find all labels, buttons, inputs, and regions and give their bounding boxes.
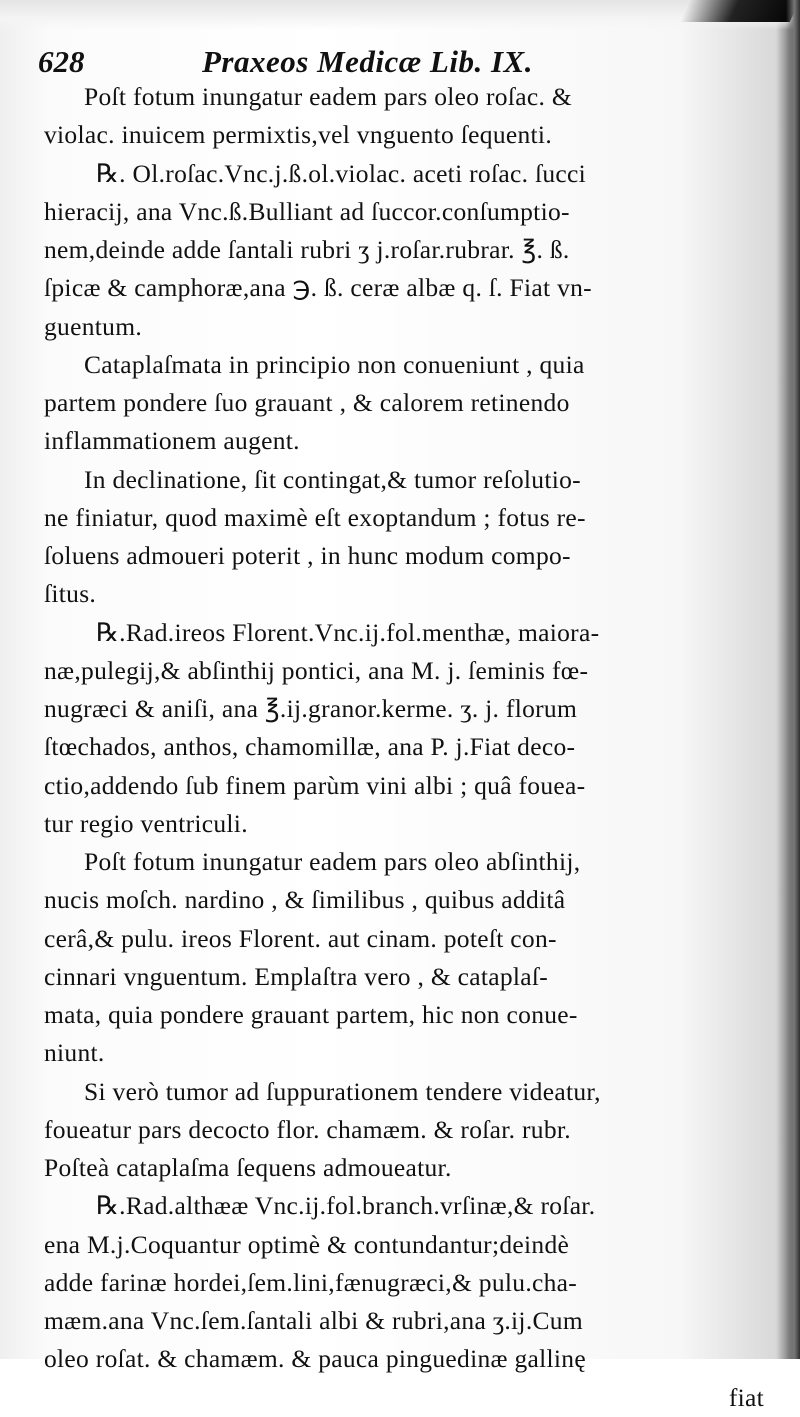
- text-line: cinnari vnguentum. Emplaſtra vero , & cataplaſ-: [44, 961, 549, 991]
- text-line: inflammationem augent.: [44, 426, 300, 456]
- text-line: guentum.: [44, 311, 143, 341]
- text-line: mata, quia pondere grauant partem, hic non conue-: [44, 1000, 578, 1029]
- text-line: ne finiatur, quod maximè eſt exoptandum ; fotus re-: [44, 502, 586, 532]
- running-title: Praxeos Medicæ Lib. IX.: [202, 44, 533, 79]
- text-line: tur regio ventriculi.: [44, 808, 248, 838]
- text-line: ſtœchados, anthos, chamomillæ, ana P. j.Fiat deco-: [44, 732, 576, 762]
- text-line: foueatur pars decocto flor. chamæm. & roſar. rubr.: [44, 1114, 571, 1144]
- text-line: violac. inuicem permixtis,vel vnguento ſequenti.: [44, 120, 552, 150]
- text-line: hieracij, ana Vnc.ß.Bulliant ad ſuccor.conſumptio-: [44, 196, 570, 226]
- text-line: ℞.Rad.althææ Vnc.ij.fol.branch.vrſinæ,& roſar.: [96, 1191, 596, 1221]
- text-line: niunt.: [44, 1038, 105, 1068]
- text-line: ℞. Ol.roſac.Vnc.j.ß.ol.violac. aceti roſac. ſucci: [96, 158, 586, 188]
- text-line: næ,pulegij,& abſinthij pontici, ana M. j. ſeminis fœ-: [44, 655, 589, 685]
- text-line: Si verò tumor ad ſuppurationem tendere videatur,: [84, 1076, 601, 1106]
- text-line: ctio,addendo ſub finem parùm vini albi ; quâ fouea-: [44, 770, 586, 800]
- page-gutter-edge: [786, 0, 800, 1359]
- dark-corner: [680, 0, 800, 22]
- text-line: oleo roſat. & chamæm. & pauca pinguedinæ gallinę: [44, 1344, 586, 1374]
- page-body-text: [44, 78, 764, 1417]
- text-line: In declinatione, ſit contingat,& tumor reſolutio-: [84, 464, 581, 494]
- text-line: Poſteà cataplaſma ſequens admoueatur.: [44, 1153, 452, 1182]
- text-line: cerâ,& pulu. ireos Florent. aut cinam. poteſt con-: [44, 923, 557, 953]
- text-line: nem,deinde adde ſantali rubri ʒ j.roſar.rubrar. ℥. ß.: [44, 235, 570, 264]
- text-line: nucis moſch. nardino , & ſimilibus , quibus additâ: [44, 885, 566, 915]
- text-line: ſoluens admoueri poterit , in hunc modum compo-: [44, 541, 571, 570]
- text-line: Poſt fotum inungatur eadem pars oleo abſinthij,: [84, 847, 581, 876]
- text-line: ℞.Rad.ireos Florent.Vnc.ij.fol.menthæ, maiora-: [96, 617, 600, 647]
- page-number: 628: [38, 44, 85, 79]
- top-shadow: [0, 0, 800, 30]
- text-line: partem pondere ſuo grauant , & calorem retinendo: [44, 388, 570, 417]
- text-line: fiat: [728, 1382, 764, 1412]
- text-line: adde farinæ hordei,ſem.lini,fænugræci,& pulu.cha-: [44, 1267, 578, 1297]
- text-line: ena M.j.Coquantur optimè & contundantur;deindè: [44, 1229, 570, 1259]
- text-line: nugræci & aniſi, ana ℥.ij.granor.kerme. ʒ. j. florum: [44, 694, 578, 723]
- text-line: Cataplaſmata in principio non conueniunt , quia: [84, 349, 585, 379]
- text-line: ſitus.: [44, 579, 97, 609]
- text-line: Poſt fotum inungatur eadem pars oleo roſac. &: [84, 82, 572, 111]
- text-line: mæm.ana Vnc.ſem.ſantali albi & rubri,ana ʒ.ij.Cum: [44, 1306, 583, 1335]
- text-line: ſpicæ & camphoræ,ana ℈. ß. ceræ albæ q. ſ. Fiat vn-: [44, 273, 592, 303]
